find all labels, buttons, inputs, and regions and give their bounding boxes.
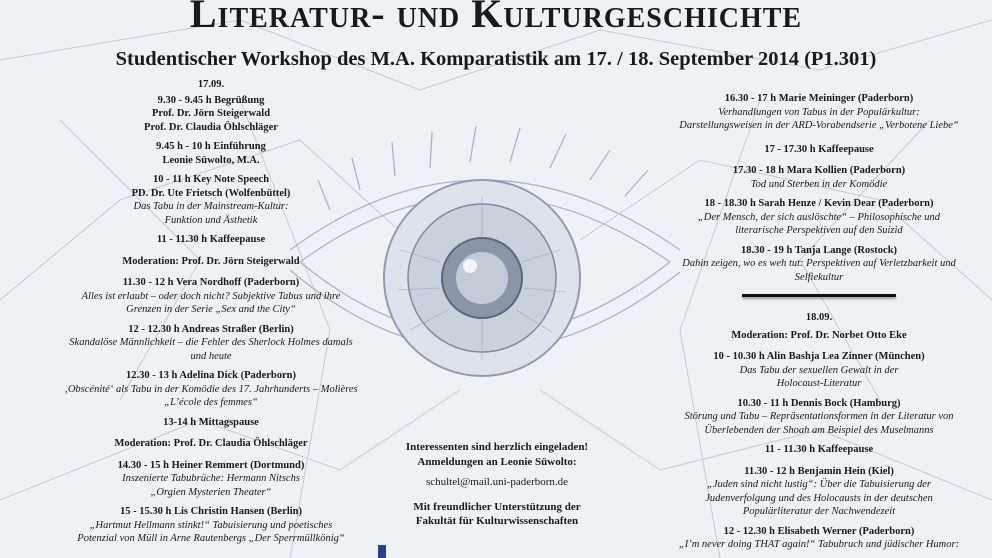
invitation-text: Interessenten sind herzlich eingeladen!: [405, 441, 589, 453]
program-entry: [28, 140, 394, 167]
day-label: 17.09.: [197, 79, 225, 90]
entry-speaker: PD. Dr. Ute Frietsch (Wolfenbüttel): [131, 187, 291, 199]
moderation-label: Moderation: Prof. Dr. Claudia Öhlschläger: [114, 438, 308, 449]
entry-topic: „L’école des femmes“: [164, 397, 258, 408]
contact-email[interactable]: schultel@mail.uni-paderborn.de: [425, 476, 569, 488]
program-day2-column: [654, 92, 984, 558]
program-entry: [654, 397, 984, 438]
entry-time: 12.30 - 13 h Adelina Dick (Paderborn): [125, 370, 297, 381]
logo-fragment: [378, 545, 386, 558]
support-text: Mit freundlicher Unterstützung der: [413, 500, 581, 513]
entry-topic: literarische Perspektiven auf den Suizid: [735, 225, 903, 236]
page-subtitle: Studentischer Workshop des M.A. Komparatistik am 17. / 18. September 2014 (P1.301): [115, 48, 877, 70]
entry-topic: „Orgien Mysterien Theater“: [150, 486, 272, 498]
entry-time: 17.30 - 18 h Mara Kollien (Paderborn): [732, 165, 906, 176]
entry-time: 9.45 h - 10 h Einführung: [156, 141, 266, 152]
program-entry: [654, 244, 984, 285]
section-divider: [742, 294, 896, 297]
entry-time: 12 - 12.30 h Elisabeth Werner (Paderborn): [723, 525, 915, 537]
entry-time: 10 - 11 h Key Note Speech: [152, 174, 270, 185]
entry-topic: „Juden sind nicht lustig“: Über die Tabuisierung der: [707, 479, 931, 490]
entry-topic: Judenverfolgung und des Holocausts in der deutschen: [705, 492, 933, 504]
entry-topic: Potenzial von Müll in Arne Rautenbergs „Der Sperrmüllkönig“: [77, 533, 345, 544]
entry-time: 10.30 - 11 h Dennis Bock (Hamburg): [737, 397, 901, 409]
break-label: 13-14 h Mittagspause: [163, 416, 259, 428]
entry-time: 9.30 - 9.45 h Begrüßung: [157, 94, 265, 106]
page-title: Literatur- und Kulturgeschichte: [189, 0, 803, 36]
entry-time: 11.30 - 12 h Benjamin Hein (Kiel): [744, 465, 894, 477]
entry-time: 12 - 12.30 h Andreas Straßer (Berlin): [128, 323, 294, 335]
program-entry: [28, 276, 394, 317]
faculty-text: Fakultät für Kulturwissenschaften: [415, 515, 579, 527]
entry-topic: Holocaust-Literatur: [776, 378, 862, 389]
program-entry: [654, 350, 984, 391]
entry-topic: Darstellungsweisen in der ARD-Vorabendserie „Verbotene Liebe“: [679, 120, 959, 131]
registration-info: [388, 440, 606, 535]
entry-time: 11.30 - 12 h Vera Nordhoff (Paderborn): [122, 277, 300, 288]
break-label: 11 - 11.30 h Kaffeepause: [764, 444, 874, 455]
entry-time: 16.30 - 17 h Marie Meininger (Paderborn): [724, 93, 914, 104]
break-label: 17 - 17.30 h Kaffeepause: [764, 143, 874, 155]
day-label: 18.09.: [805, 312, 833, 323]
entry-topic: Funktion und Ästhetik: [164, 214, 258, 226]
entry-time: 18.30 - 19 h Tanja Lange (Rostock): [740, 244, 898, 256]
entry-topic: „Der Mensch, der sich auslöschte“ – Philosophische und: [697, 211, 941, 223]
entry-speaker: Leonie Süwolto, M.A.: [162, 154, 260, 166]
entry-time: 10 - 10.30 h Alin Bashja Lea Zinner (München): [713, 351, 925, 362]
moderation-label: Moderation: Prof. Dr. Jörn Steigerwald: [122, 255, 300, 267]
entry-speaker: Prof. Dr. Jörn Steigerwald: [151, 108, 271, 119]
program-entry: [28, 323, 394, 364]
entry-topic: und heute: [190, 350, 232, 362]
entry-topic: ‚Obscénité‘ als Tabu in der Komödie des 17. Jahrhunderts – Molières: [64, 383, 358, 395]
program-entry: [28, 94, 394, 135]
registration-text: Anmeldungen an Leonie Süwolto:: [417, 455, 577, 468]
program-entry: [654, 92, 984, 133]
program-day1-column: [28, 78, 394, 552]
entry-topic: Dahin zeigen, wo es weh tut: Perspektiven auf Verletzbarkeit und: [682, 258, 956, 269]
program-entry: [28, 369, 394, 410]
entry-topic: Alles ist erlaubt – oder doch nicht? Subjektive Tabus und ihre: [81, 290, 341, 302]
program-entry: [28, 459, 394, 500]
program-entry: [654, 197, 984, 238]
entry-topic: Skandalöse Männlichkeit – die Fehler des Sherlock Holmes damals: [69, 337, 353, 348]
program-entry: [654, 525, 984, 552]
entry-topic: „Hartmut Hellmann stinkt!“ Tabuisierung und poetisches: [89, 519, 333, 531]
entry-topic: Selfiekultur: [794, 271, 844, 283]
entry-topic: Verhandlungen von Tabus in der Populärkultur:: [718, 106, 920, 118]
break-label: 11 - 11.30 h Kaffeepause: [156, 234, 266, 245]
entry-topic: Überlebenden der Shoah am Beispiel des Muselmanns: [704, 424, 934, 436]
entry-time: 18 - 18.30 h Sarah Henze / Kevin Dear (Paderborn): [704, 198, 934, 209]
entry-speaker: Prof. Dr. Claudia Öhlschläger: [144, 121, 278, 133]
entry-topic: Grenzen in der Serie „Sex and the City“: [126, 304, 296, 315]
entry-topic: Inszenierte Tabubrüche: Hermann Nitschs: [122, 473, 300, 484]
entry-topic: Populärliteratur der Nachwendezeit: [742, 506, 896, 517]
program-entry: [654, 164, 984, 191]
entry-topic: „I’m never doing THAT again!“ Tabubruch und jüdischer Humor:: [678, 539, 960, 550]
entry-topic: Das Tabu in der Mainstream-Kultur:: [133, 201, 289, 212]
entry-time: 15 - 15.30 h Lis Christin Hansen (Berlin): [119, 506, 303, 517]
entry-topic: Tod und Sterben in der Komödie: [750, 178, 888, 190]
entry-topic: Störung und Tabu – Repräsentationsformen in der Literatur von: [684, 411, 954, 422]
program-entry: [28, 505, 394, 546]
moderation-label: Moderation: Prof. Dr. Norbet Otto Eke: [731, 329, 907, 341]
entry-time: 14.30 - 15 h Heiner Remmert (Dortmund): [117, 459, 305, 471]
program-entry: [654, 465, 984, 519]
entry-topic: Das Tabu der sexuellen Gewalt in der: [739, 364, 899, 376]
program-entry: [28, 173, 394, 227]
